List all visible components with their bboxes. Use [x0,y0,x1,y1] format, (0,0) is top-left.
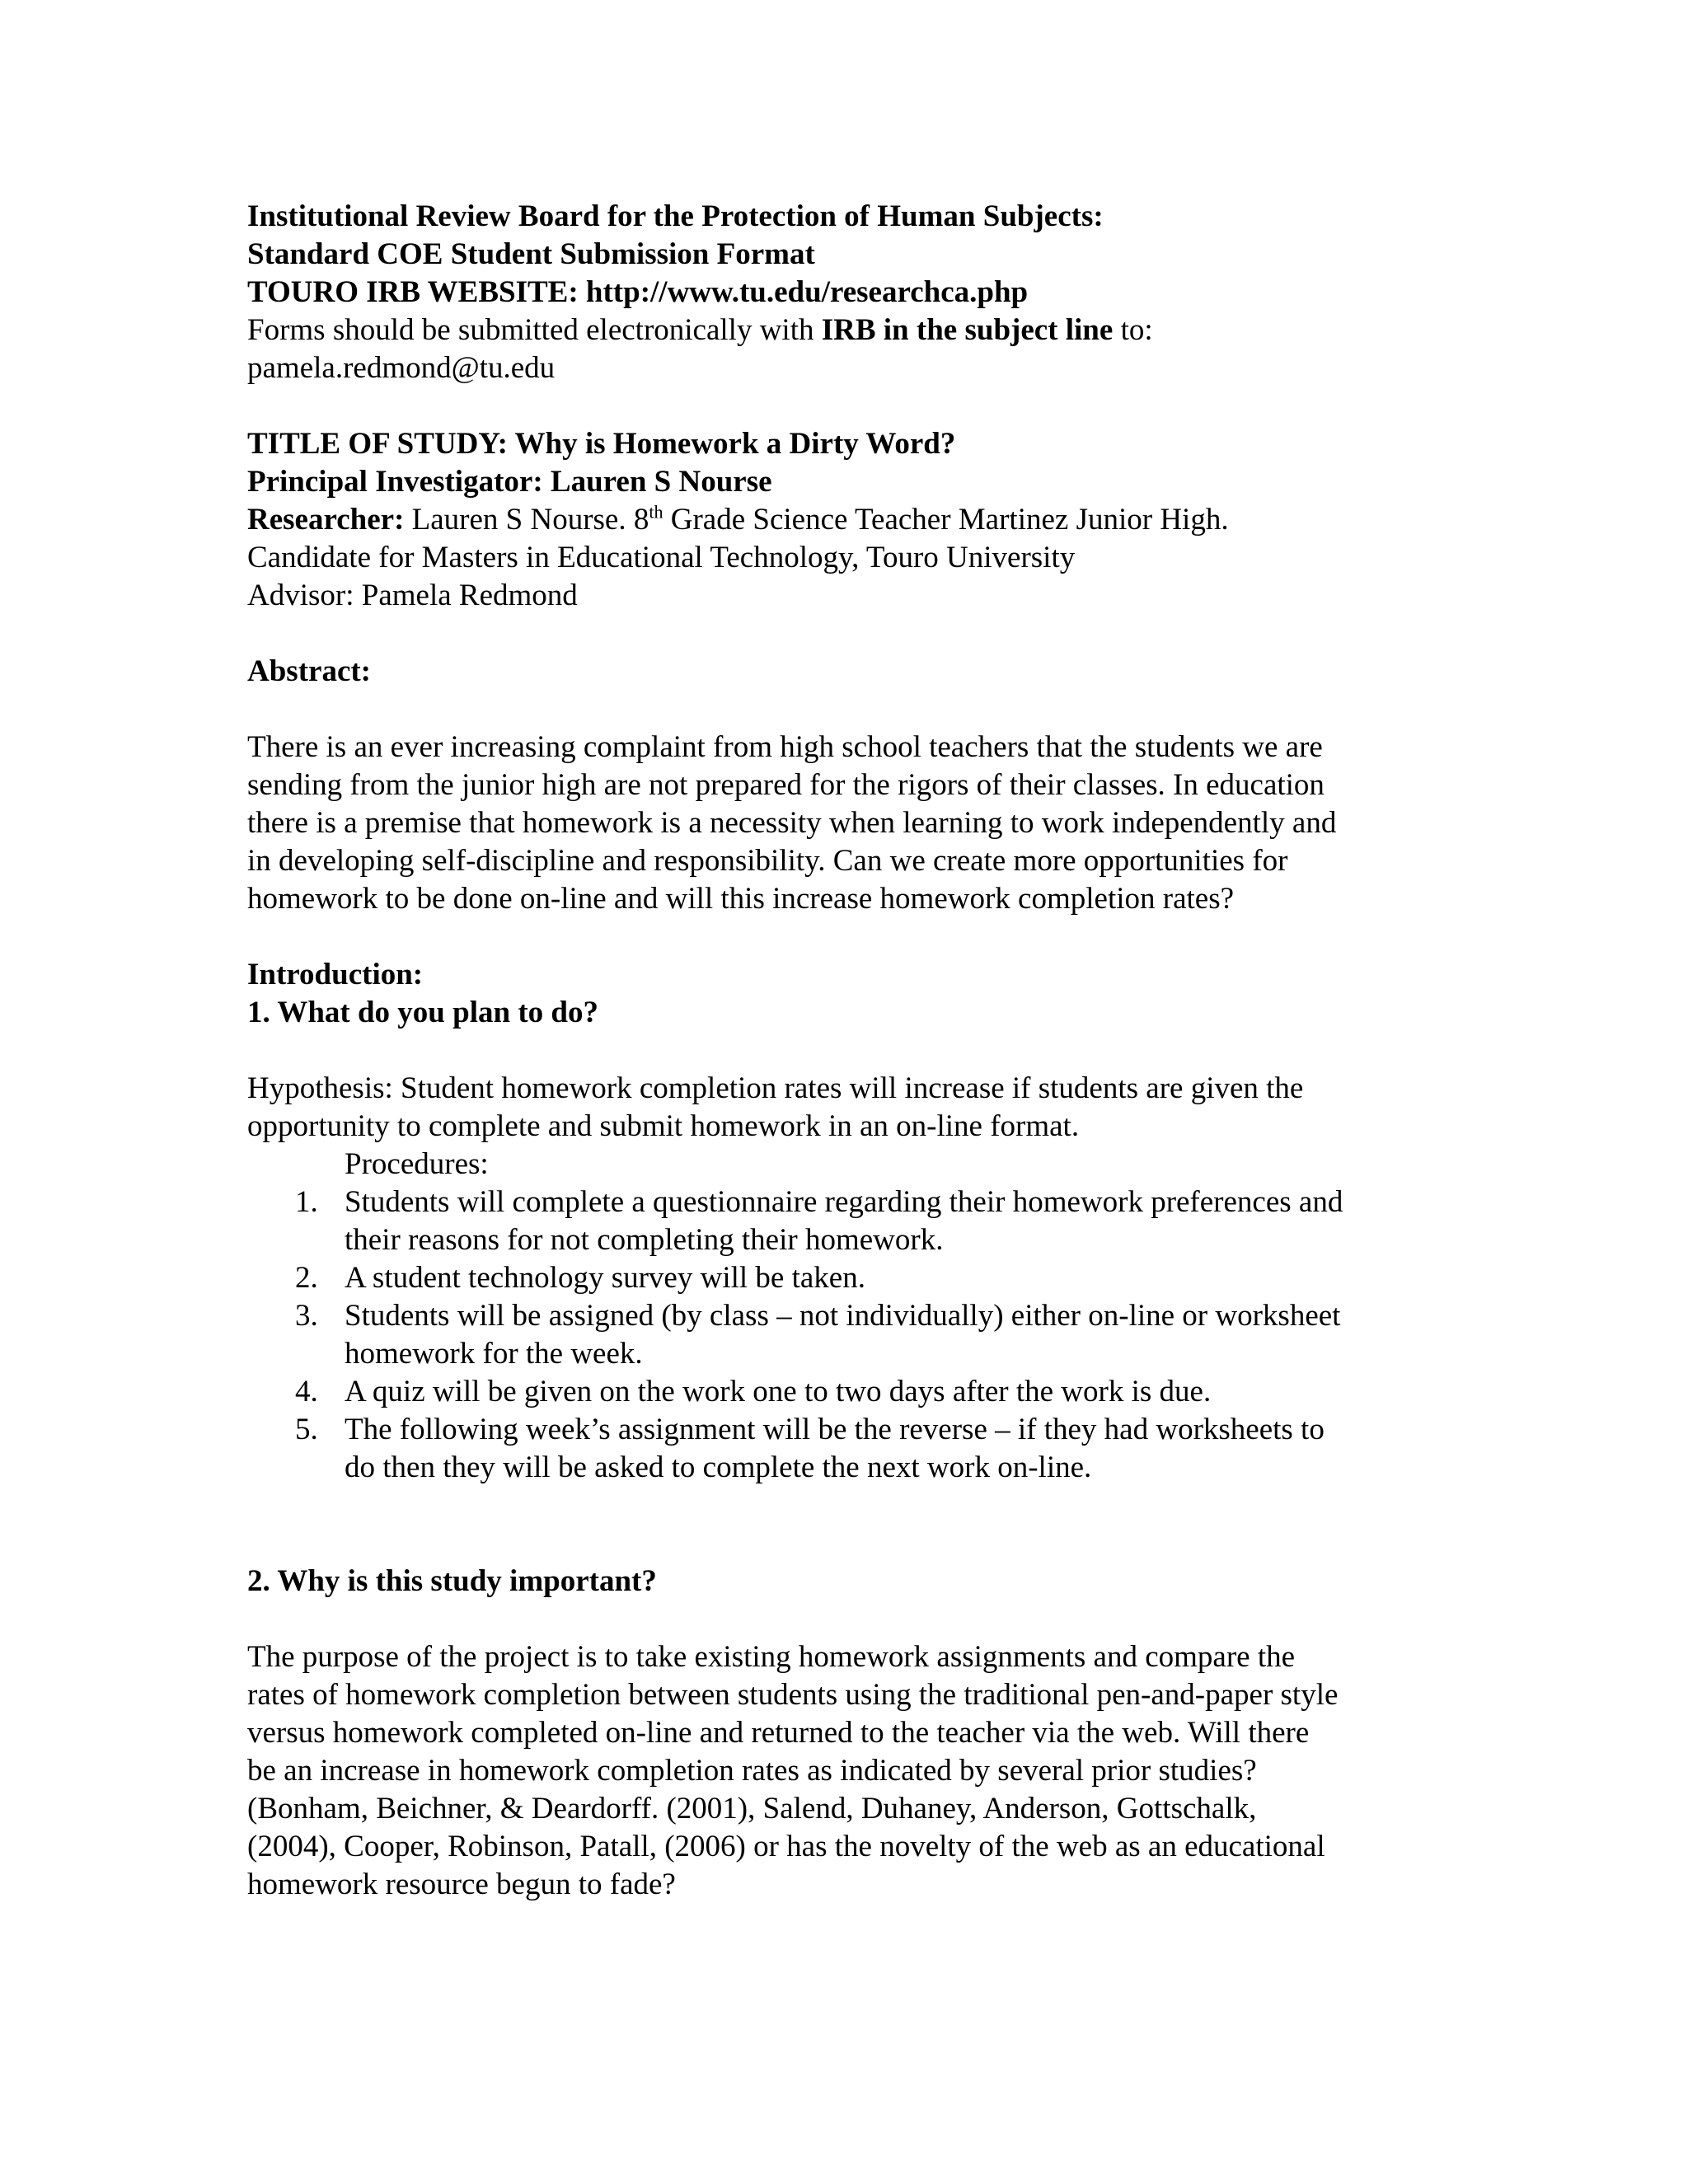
abstract-line: homework to be done on-line and will this increase homework completion rates? [247,882,1235,916]
list-item-text: do then they will be asked to complete the next work on-line. [345,1451,1092,1484]
irb-header [247,198,1434,387]
abstract-line: sending from the junior high are not prepared for the rigors of their classes. In education [247,768,1325,802]
importance-line: (2004), Cooper, Robinson, Patall, (2006) or has the novelty of the web as an educational [247,1830,1325,1863]
principal-investigator: Principal Investigator: Lauren S Nourse [247,465,772,499]
list-item-number: 4. [295,1375,318,1408]
researcher-post: Grade Science Teacher Martinez Junior High. [663,503,1229,537]
list-item [247,1259,1434,1297]
study-info [247,425,1434,615]
list-item-text: The following week’s assignment will be the reverse – if they had worksheets to [345,1413,1325,1446]
importance-line: homework resource begun to fade? [247,1868,676,1901]
abstract-line: in developing self-discipline and responsibility. Can we create more opportunities for [247,844,1288,878]
spacer [247,1601,1434,1638]
list-item-text: homework for the week. [345,1337,643,1371]
list-item-text: their reasons for not completing their homework. [345,1223,944,1257]
hypothesis-paragraph [247,1070,1434,1146]
forms-instruction [247,312,1434,349]
header-website-line: TOURO IRB WEBSITE: http://www.tu.edu/researchca.php [247,275,1029,309]
forms-bold-text: IRB in the subject line [821,313,1114,347]
hypothesis-line: Hypothesis: Student homework completion rates will increase if students are given the [247,1071,1304,1105]
list-item [247,1373,1434,1411]
list-item-text: A quiz will be given on the work one to two days after the work is due. [345,1375,1212,1408]
contact-email: pamela.redmond@tu.edu [247,351,556,385]
importance-line: The purpose of the project is to take existing homework assignments and compare the [247,1640,1296,1674]
forms-pre-text: Forms should be submitted electronically with [247,313,822,347]
researcher-line [247,501,1434,539]
importance-paragraph [247,1638,1434,1904]
advisor-line: Advisor: Pamela Redmond [247,579,578,612]
list-item-number: 3. [295,1299,318,1333]
list-item [247,1297,1434,1373]
importance-line: rates of homework completion between students using the traditional pen-and-paper style [247,1678,1339,1712]
importance-line: versus homework completed on-line and returned to the teacher via the web. Will there [247,1716,1310,1750]
abstract-line: There is an ever increasing complaint from high school teachers that the students we are [247,730,1323,764]
abstract-line: there is a premise that homework is a necessity when learning to work independently and [247,806,1337,840]
header-line-2: Standard COE Student Submission Format [247,237,815,271]
spacer [247,918,1434,956]
spacer [247,1487,1434,1563]
header-line-1: Institutional Review Board for the Protection of Human Subjects: [247,199,1104,233]
study-title: TITLE OF STUDY: Why is Homework a Dirty Word? [247,427,956,461]
question-2-heading: 2. Why is this study important? [247,1564,657,1598]
procedures-label: Procedures: [345,1147,489,1181]
list-item-number: 1. [295,1185,318,1219]
spacer [247,615,1434,653]
list-item-text: A student technology survey will be taken. [345,1261,865,1295]
spacer [247,691,1434,729]
list-item-number: 5. [295,1413,318,1446]
list-item-text: Students will be assigned (by class – not individually) either on-line or worksheet [345,1299,1341,1333]
abstract-paragraph [247,729,1434,918]
researcher-label: Researcher: [247,503,405,537]
spacer [247,1032,1434,1070]
introduction-heading: Introduction: [247,958,424,991]
list-item-text: Students will complete a questionnaire regarding their homework preferences and [345,1185,1343,1219]
document-page [247,198,1434,1904]
hypothesis-line: opportunity to complete and submit homework in an on-line format. [247,1109,1080,1143]
spacer [247,387,1434,425]
question-1-heading: 1. What do you plan to do? [247,996,598,1029]
candidate-line: Candidate for Masters in Educational Technology, Touro University [247,541,1076,574]
importance-line: (Bonham, Beichner, & Deardorff. (2001), Salend, Duhaney, Anderson, Gottschalk, [247,1792,1257,1825]
list-item [247,1183,1434,1259]
abstract-heading: Abstract: [247,654,372,688]
procedures-list [247,1183,1434,1487]
forms-post-text: to: [1113,313,1153,347]
researcher-pre: Lauren S Nourse. 8 [404,503,649,537]
list-item [247,1411,1434,1487]
researcher-ordinal: th [649,501,663,523]
importance-line: be an increase in homework completion rates as indicated by several prior studies? [247,1754,1257,1788]
list-item-number: 2. [295,1261,318,1295]
